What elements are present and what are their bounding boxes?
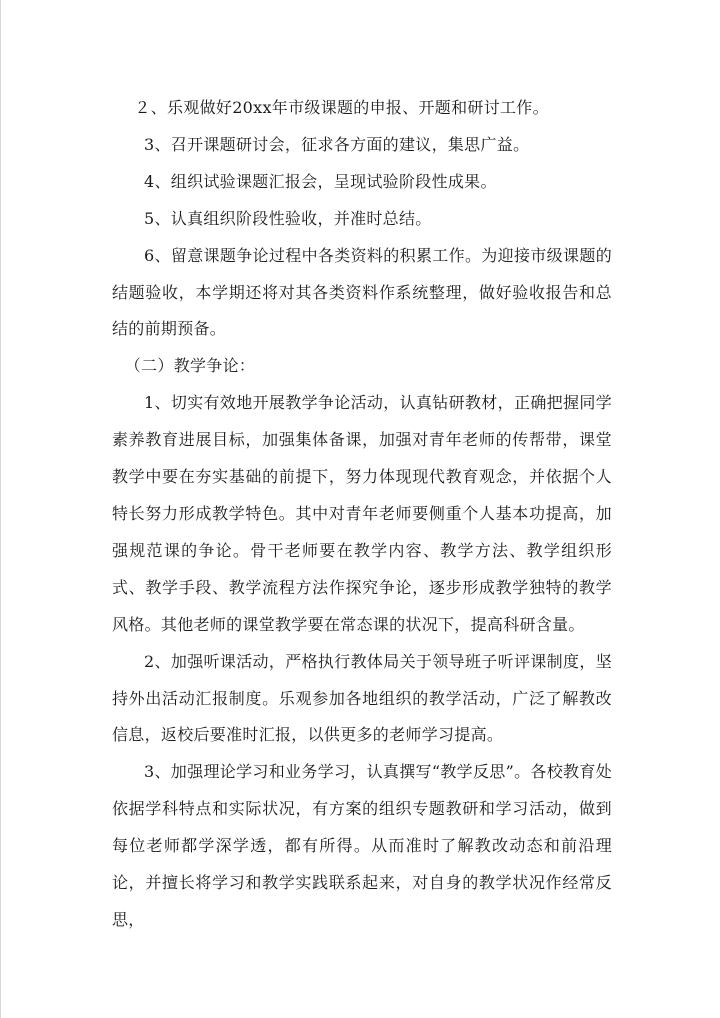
paragraph-teaching-2: 2、加强听课活动，严格执行教体局关于领导班子听评课制度，坚持外出活动汇报制度。乐观参加各地组织的教学活动，广泛了解教改信息，返校后要准时汇报，以供更多的老师学习提高。 [112, 651, 612, 745]
section-heading-teaching-research: （二）教学争论： [124, 356, 256, 376]
paragraph-item-3: 3、召开课题研讨会，征求各方面的建议，集思广益。 [144, 134, 530, 154]
paragraph-item-2: ２、乐观做好20xx年市级课题的申报、开题和研讨工作。 [134, 98, 549, 117]
paragraph-teaching-1: 1、切实有效地开展教学争论活动，认真钻研教材，正确把握同学素养教育进展目标，加强集体备课，加强对青年老师的传帮带，课堂教学中要在夯实基础的前提下，努力体现现代教育观念，并依据个人特长努力形成教学特色。其中对青年老师要侧重个人基本功提高，加强规范课的争论。骨干老师要在教学内容、教学方法、教学组织形式、教学手段、教学流程方法作探究争论，逐步形成教学独特的教学风格。其他老师的课堂教学要在常态课的状况下，提高科研含量。 [112, 393, 612, 634]
paragraph-teaching-3: 3、加强理论学习和业务学习，认真撰写“教学反思”。各校教育处依据学科特点和实际状况，有方案的组织专题教研和学习活动，做到每位老师都学深学透，都有所得。从而准时了解教改动态和前沿理论，并擅长将学习和教学实践联系起来，对自身的教学状况作经常反思， [112, 762, 612, 929]
paragraph-item-5: 5、认真组织阶段性验收，并准时总结。 [144, 208, 432, 228]
paragraph-item-4: 4、组织试验课题汇报会，呈现试验阶段性成果。 [144, 171, 497, 191]
document-body [112, 90, 612, 939]
paragraph-item-6: 6、留意课题争论过程中各类资料的积累工作。为迎接市级课题的结题验收，本学期还将对其各类资料作系统整理，做好验收报告和总结的前期预备。 [112, 245, 612, 339]
